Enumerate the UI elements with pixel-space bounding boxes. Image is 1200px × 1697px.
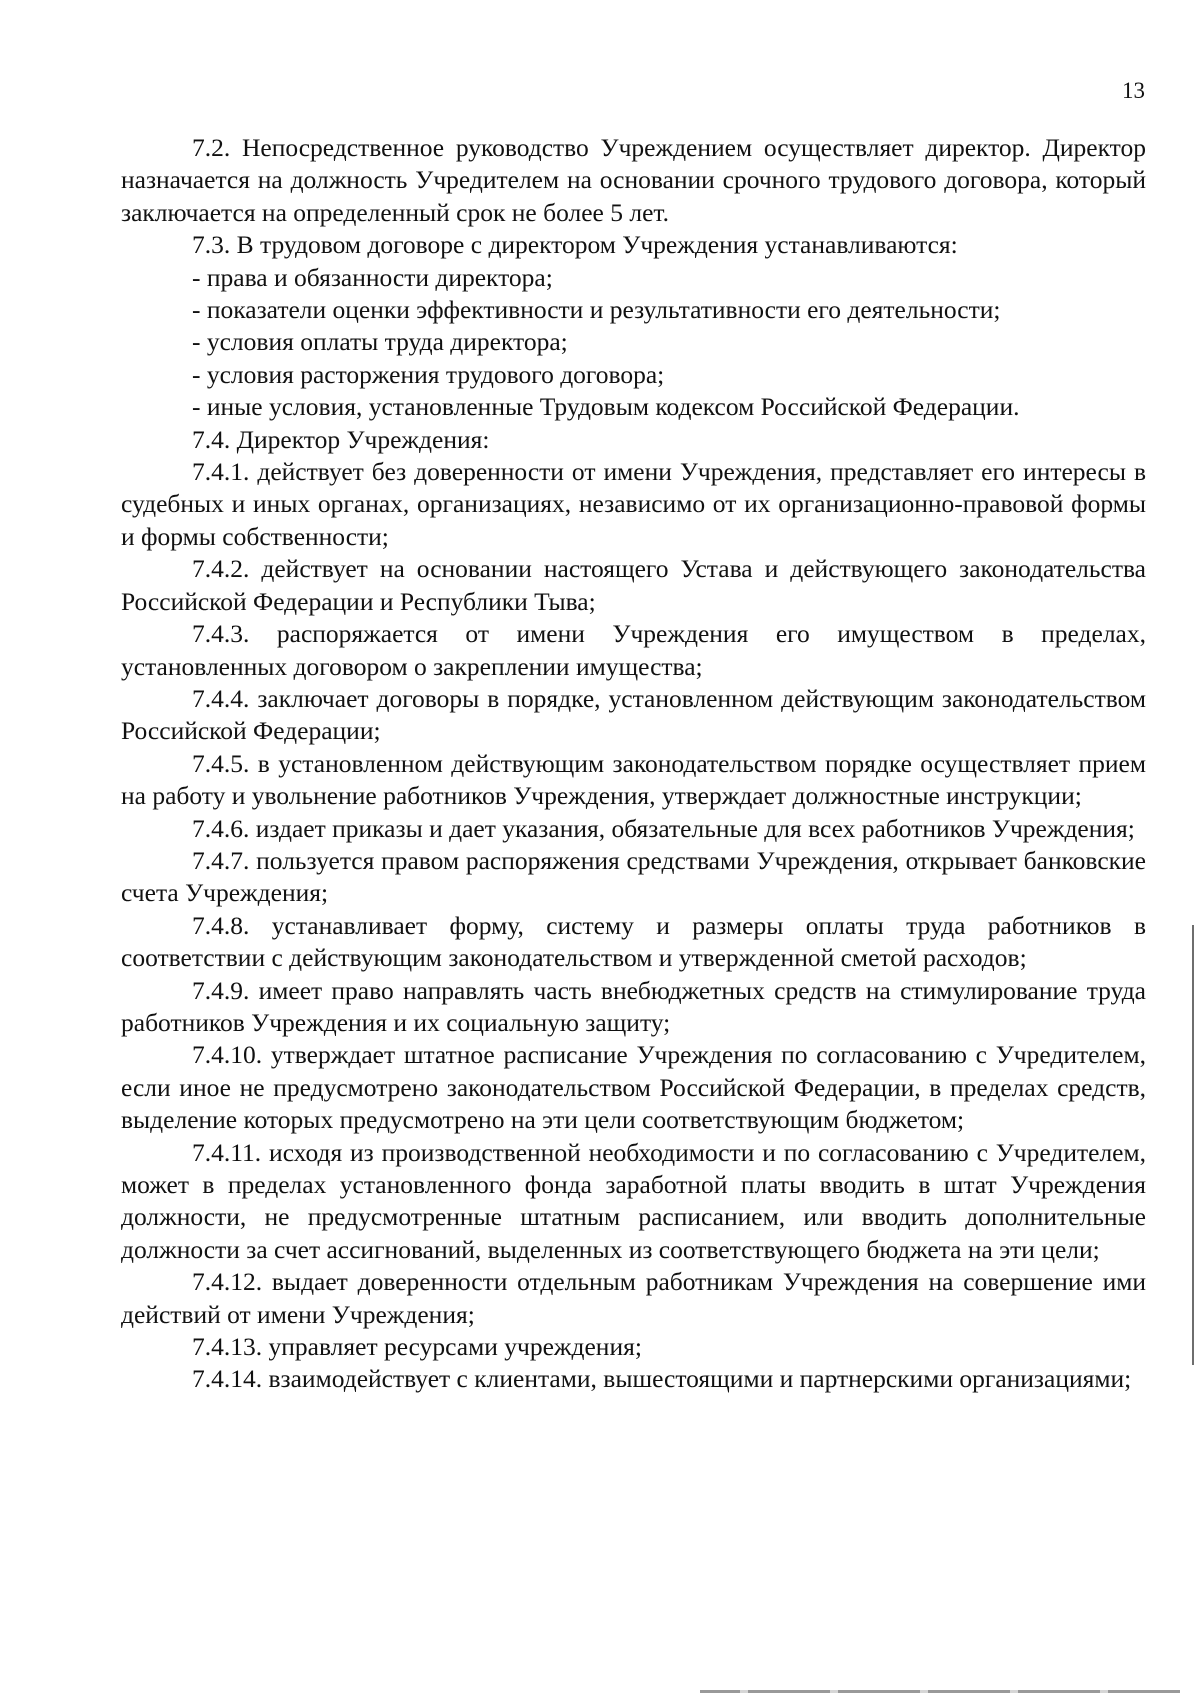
paragraph-7-4: 7.4. Директор Учреждения:	[192, 424, 490, 454]
document-body	[121, 132, 1146, 1396]
list-item-director-rights: - права и обязанности директора;	[192, 262, 553, 292]
scan-bottom-line	[700, 1690, 1180, 1693]
page-number: 13	[1122, 78, 1145, 103]
paragraph-7-3: 7.3. В трудовом договоре с директором Учреждения устанавливаются:	[192, 230, 958, 260]
paragraph-7-4-3: 7.4.3. распоряжается от имени Учреждения его имуществом в пределах, установленных договором о закреплении имущества;	[121, 619, 1146, 681]
paragraph-7-4-14: 7.4.14. взаимодействует с клиентами, вышестоящими и партнерскими организациями;	[192, 1364, 1132, 1394]
paragraph-7-4-11: 7.4.11. исходя из производственной необходимости и по согласованию с Учредителем, может в пределах установленного фонда заработной платы вводить в штат Учреждения должности, не предусмотренные штатным расписанием, или вводить дополнительные должности за счет ассигнований, выделенных из соответствующего бюджета на эти цели;	[121, 1137, 1146, 1264]
paragraph-7-2: 7.2. Непосредственное руководство Учреждением осуществляет директор. Директор назначается на должность Учредителем на основании срочного трудового договора, который заключается на определенный срок не более 5 лет.	[121, 133, 1146, 227]
paragraph-7-4-9: 7.4.9. имеет право направлять часть внебюджетных средств на стимулирование труда работников Учреждения и их социальную защиту;	[121, 975, 1146, 1037]
paragraph-7-4-10: 7.4.10. утверждает штатное расписание Учреждения по согласованию с Учредителем, если иное не предусмотрено законодательством Российской Федерации, в пределах средств, выделение которых предусмотрено на эти цели соответствующим бюджетом;	[121, 1040, 1146, 1135]
paragraph-7-4-5: 7.4.5. в установленном действующим законодательством порядке осуществляет прием на работу и увольнение работников Учреждения, утверждает должностные инструкции;	[121, 748, 1146, 811]
paragraph-7-4-13: 7.4.13. управляет ресурсами учреждения;	[192, 1332, 642, 1362]
paragraph-7-4-6: 7.4.6. издает приказы и дает указания, обязательные для всех работников Учреждения;	[192, 813, 1135, 843]
paragraph-7-4-7: 7.4.7. пользуется правом распоряжения средствами Учреждения, открывает банковские счета Учреждения;	[121, 845, 1146, 908]
list-item-other-conditions: - иные условия, установленные Трудовым кодексом Российской Федерации.	[192, 392, 1020, 422]
list-item-pay-conditions: - условия оплаты труда директора;	[192, 327, 568, 357]
paragraph-7-4-2: 7.4.2. действует на основании настоящего Устава и действующего законодательства Российской Федерации и Республики Тыва;	[121, 554, 1146, 616]
scan-edge-mark	[1192, 925, 1194, 1365]
list-item-termination-conditions: - условия расторжения трудового договора;	[192, 359, 665, 389]
paragraph-7-4-12: 7.4.12. выдает доверенности отдельным работникам Учреждения на совершение ими действий от имени Учреждения;	[121, 1267, 1146, 1329]
paragraph-7-4-8: 7.4.8. устанавливает форму, систему и размеры оплаты труда работников в соответствии с действующим законодательством и утвержденной сметой расходов;	[121, 910, 1146, 973]
list-item-performance-indicators: - показатели оценки эффективности и результативности его деятельности;	[192, 295, 1001, 325]
paragraph-7-4-1: 7.4.1. действует без доверенности от имени Учреждения, представляет его интересы в судебных и иных органах, организациях, независимо от их организационно-правовой формы и формы собственности;	[121, 457, 1146, 551]
paragraph-7-4-4: 7.4.4. заключает договоры в порядке, установленном действующим законодательством Российской Федерации;	[121, 683, 1146, 746]
